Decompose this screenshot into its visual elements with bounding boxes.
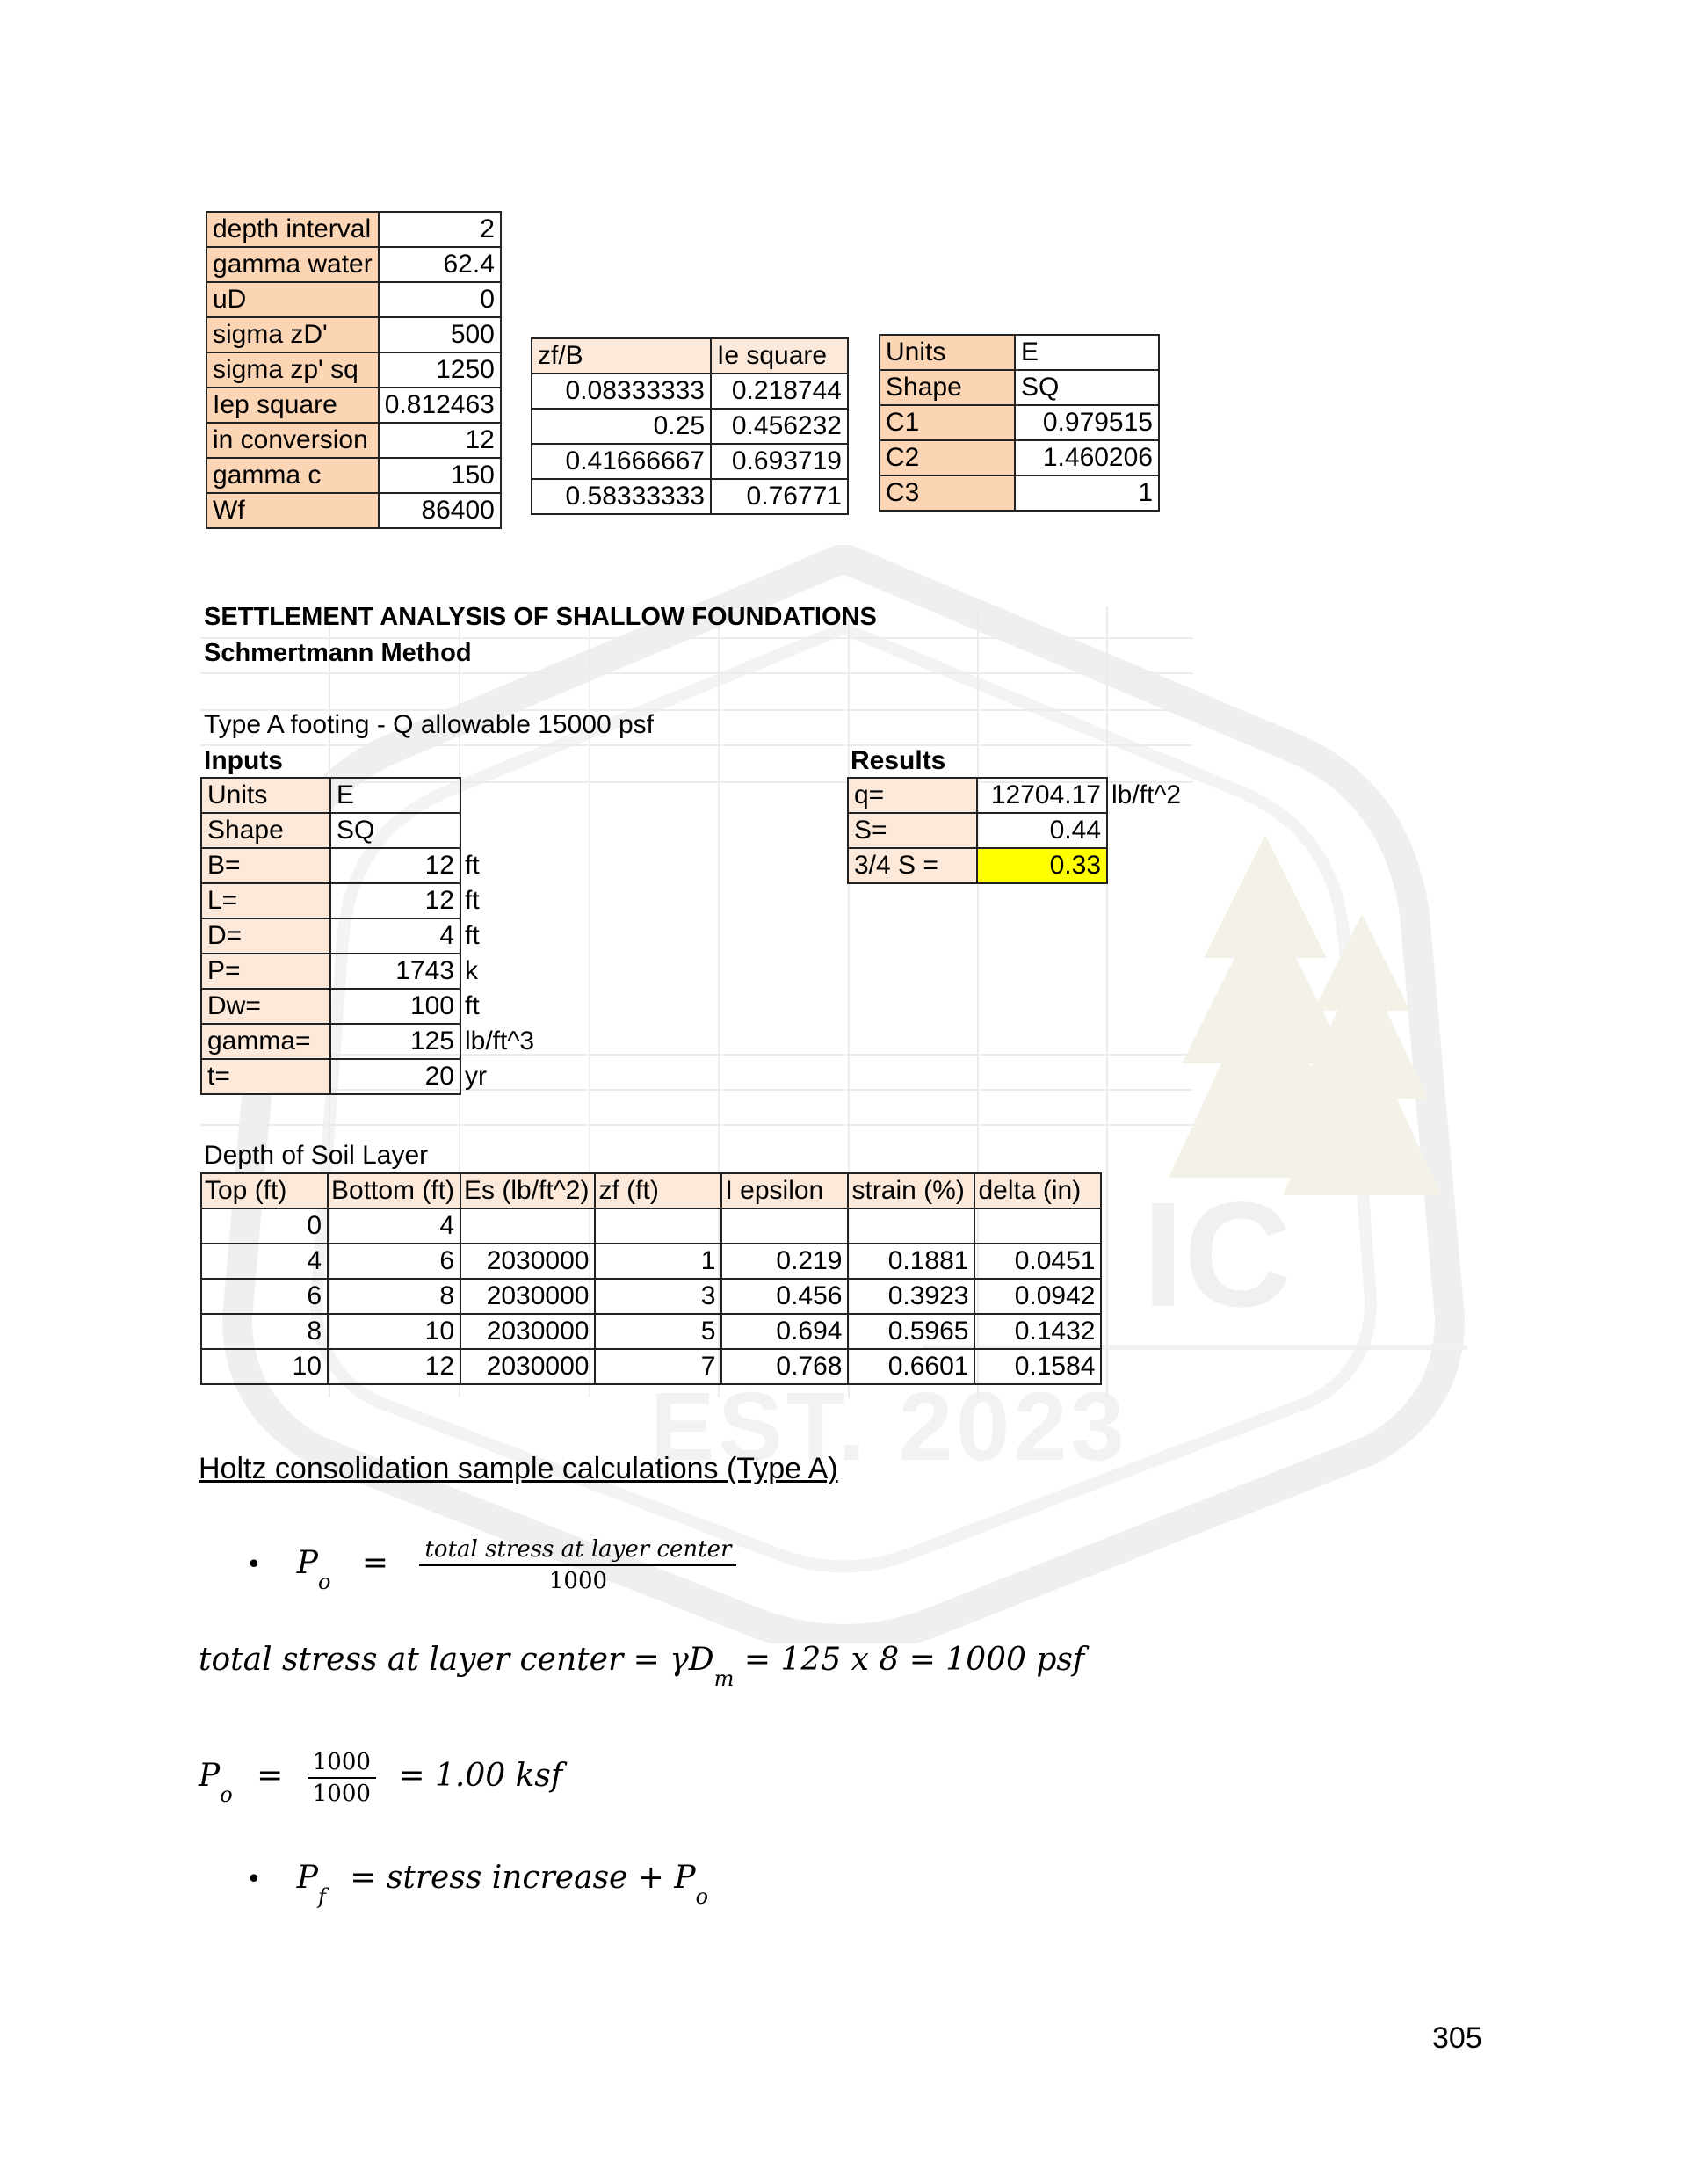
result-label: S= bbox=[848, 813, 977, 848]
eq1-lhs: P bbox=[296, 1545, 318, 1581]
units-label: C1 bbox=[880, 405, 1015, 440]
table-row bbox=[206, 212, 501, 247]
table-row bbox=[206, 423, 501, 458]
param-value: 86400 bbox=[379, 493, 501, 528]
table-cell: 8 bbox=[201, 1314, 328, 1349]
eq3-equals: = bbox=[257, 1758, 284, 1794]
input-unit: ft bbox=[465, 991, 480, 1020]
input-label: Units bbox=[201, 778, 330, 813]
table-cell: 3 bbox=[595, 1279, 721, 1314]
param-label: sigma zp' sq bbox=[206, 352, 379, 388]
table-cell bbox=[974, 1208, 1101, 1244]
eq4-rhs-sub: o bbox=[695, 1884, 709, 1909]
table-row bbox=[880, 475, 1159, 511]
eq1-equals: = bbox=[361, 1545, 389, 1581]
units-label: Shape bbox=[880, 370, 1015, 405]
table-cell bbox=[848, 1208, 974, 1244]
result-value: 0.44 bbox=[977, 813, 1107, 848]
param-label: gamma water bbox=[206, 247, 379, 282]
param-label: in conversion bbox=[206, 423, 379, 458]
units-value: 1.460206 bbox=[1015, 440, 1159, 475]
input-unit bbox=[460, 813, 540, 848]
table-row bbox=[201, 918, 540, 954]
eq3-lhs: P bbox=[199, 1758, 221, 1794]
result-unit: lb/ft^2 bbox=[1111, 780, 1182, 809]
equation-po-definition bbox=[246, 1536, 736, 1594]
input-label: D= bbox=[201, 918, 330, 954]
equation-total-stress bbox=[199, 1642, 1085, 1691]
parameters-table bbox=[206, 211, 502, 529]
page-number: 305 bbox=[1432, 2021, 1482, 2055]
table-cell: 0.456 bbox=[721, 1279, 848, 1314]
table-cell bbox=[721, 1208, 848, 1244]
input-label: Shape bbox=[201, 813, 330, 848]
table-cell: 7 bbox=[595, 1349, 721, 1384]
table-cell: 2030000 bbox=[460, 1244, 595, 1279]
table-cell: 0 bbox=[201, 1208, 328, 1244]
table-row bbox=[848, 813, 1187, 848]
input-label: B= bbox=[201, 848, 330, 883]
table-row bbox=[532, 479, 848, 514]
table-row bbox=[206, 247, 501, 282]
table-row bbox=[201, 778, 540, 813]
table-row bbox=[201, 1314, 1101, 1349]
eq3-result: = 1.00 ksf bbox=[398, 1758, 563, 1794]
input-label: L= bbox=[201, 883, 330, 918]
param-value: 62.4 bbox=[379, 247, 501, 282]
result-value: 0.33 bbox=[977, 848, 1107, 883]
watermark-est: EST. 2023 bbox=[650, 1373, 1128, 1481]
param-value: 1250 bbox=[379, 352, 501, 388]
eq3-numerator: 1000 bbox=[308, 1749, 376, 1779]
column-header: strain (%) bbox=[848, 1173, 974, 1208]
table-cell: 10 bbox=[201, 1349, 328, 1384]
bullet-icon: • bbox=[246, 1864, 262, 1895]
equation-pf-definition bbox=[246, 1860, 709, 1909]
table-row bbox=[201, 813, 540, 848]
sheet-subtitle: Schmertmann Method bbox=[204, 639, 472, 667]
table-cell: 2030000 bbox=[460, 1349, 595, 1384]
input-value: SQ bbox=[330, 813, 460, 848]
units-label: C2 bbox=[880, 440, 1015, 475]
table-row bbox=[201, 954, 540, 989]
param-label: Wf bbox=[206, 493, 379, 528]
input-value: 4 bbox=[330, 918, 460, 954]
table-row bbox=[880, 440, 1159, 475]
param-value: 2 bbox=[379, 212, 501, 247]
section-heading: Holtz consolidation sample calculations (Type A) bbox=[199, 1452, 838, 1485]
units-value: E bbox=[1015, 335, 1159, 370]
table-cell: 6 bbox=[328, 1244, 460, 1279]
zfb-value: 0.25 bbox=[532, 409, 711, 444]
column-header: Bottom (ft) bbox=[328, 1173, 460, 1208]
table-row bbox=[206, 352, 501, 388]
param-value: 500 bbox=[379, 317, 501, 352]
param-label: gamma c bbox=[206, 458, 379, 493]
input-value: 12 bbox=[330, 848, 460, 883]
equation-po-value bbox=[199, 1749, 562, 1807]
results-table bbox=[847, 777, 1188, 884]
table-row bbox=[206, 317, 501, 352]
eq2-sub: m bbox=[713, 1666, 735, 1691]
eq4-lhs: P bbox=[296, 1860, 318, 1896]
soil-heading: Depth of Soil Layer bbox=[204, 1141, 429, 1170]
input-unit: ft bbox=[465, 851, 480, 880]
table-cell: 2030000 bbox=[460, 1314, 595, 1349]
result-unit bbox=[1107, 848, 1187, 883]
zfb-value: 0.41666667 bbox=[532, 444, 711, 479]
table-row bbox=[880, 370, 1159, 405]
param-label: Iep square bbox=[206, 388, 379, 423]
table-row bbox=[206, 282, 501, 317]
eq3-fraction bbox=[308, 1749, 376, 1807]
column-header: Es (lb/ft^2) bbox=[460, 1173, 595, 1208]
table-cell: 2030000 bbox=[460, 1279, 595, 1314]
column-header: delta (in) bbox=[974, 1173, 1101, 1208]
input-value: 20 bbox=[330, 1059, 460, 1094]
table-cell: 0.1584 bbox=[974, 1349, 1101, 1384]
table-row bbox=[880, 335, 1159, 370]
table-cell: 0.694 bbox=[721, 1314, 848, 1349]
inputs-table bbox=[200, 777, 541, 1095]
input-value: 100 bbox=[330, 989, 460, 1024]
table-cell bbox=[460, 1208, 595, 1244]
bullet-icon: • bbox=[246, 1549, 262, 1580]
result-label: 3/4 S = bbox=[848, 848, 977, 883]
watermark-ic: IC bbox=[1142, 1172, 1292, 1339]
eq2-part2: = 125 x 8 bbox=[743, 1642, 900, 1678]
result-label: q= bbox=[848, 778, 977, 813]
param-value: 0 bbox=[379, 282, 501, 317]
units-c-table bbox=[879, 334, 1160, 512]
zfb-value: 0.08333333 bbox=[532, 374, 711, 409]
table-cell: 4 bbox=[328, 1208, 460, 1244]
input-value: E bbox=[330, 778, 460, 813]
table-cell: 0.768 bbox=[721, 1349, 848, 1384]
units-label: C3 bbox=[880, 475, 1015, 511]
eq2-part1: = γD bbox=[633, 1642, 714, 1678]
input-label: t= bbox=[201, 1059, 330, 1094]
eq1-fraction bbox=[419, 1536, 736, 1594]
table-row bbox=[201, 1349, 1101, 1384]
input-label: gamma= bbox=[201, 1024, 330, 1059]
sheet-title: SETTLEMENT ANALYSIS OF SHALLOW FOUNDATIONS bbox=[204, 603, 877, 631]
table-cell: 4 bbox=[201, 1244, 328, 1279]
eq1-sub: o bbox=[317, 1570, 331, 1594]
table-row bbox=[201, 1244, 1101, 1279]
table-row bbox=[206, 493, 501, 528]
input-unit: lb/ft^3 bbox=[465, 1027, 535, 1056]
table-cell: 1 bbox=[595, 1244, 721, 1279]
input-label: Dw= bbox=[201, 989, 330, 1024]
table-cell: 0.1432 bbox=[974, 1314, 1101, 1349]
table-cell: 0.3923 bbox=[848, 1279, 974, 1314]
eq1-numerator: total stress at layer center bbox=[419, 1536, 736, 1566]
result-value: 12704.17 bbox=[977, 778, 1107, 813]
table-row bbox=[532, 374, 848, 409]
zfb-header-ie: Ie square bbox=[711, 338, 848, 374]
table-cell: 6 bbox=[201, 1279, 328, 1314]
table-row bbox=[201, 1208, 1101, 1244]
eq3-denominator: 1000 bbox=[312, 1781, 371, 1807]
param-label: uD bbox=[206, 282, 379, 317]
table-cell: 5 bbox=[595, 1314, 721, 1349]
table-row bbox=[206, 458, 501, 493]
table-cell: 0.6601 bbox=[848, 1349, 974, 1384]
table-row bbox=[201, 848, 540, 883]
table-cell: 10 bbox=[328, 1314, 460, 1349]
units-value: 0.979515 bbox=[1015, 405, 1159, 440]
input-label: P= bbox=[201, 954, 330, 989]
eq2-part3: = 1000 psf bbox=[909, 1642, 1085, 1678]
param-label: depth interval bbox=[206, 212, 379, 247]
table-row bbox=[848, 848, 1187, 883]
eq4-sub: f bbox=[317, 1884, 326, 1909]
table-cell: 12 bbox=[328, 1349, 460, 1384]
eq1-denominator: 1000 bbox=[548, 1568, 608, 1594]
ie-value: 0.218744 bbox=[711, 374, 848, 409]
param-value: 150 bbox=[379, 458, 501, 493]
table-cell: 8 bbox=[328, 1279, 460, 1314]
table-cell bbox=[595, 1208, 721, 1244]
param-value: 0.812463 bbox=[379, 388, 501, 423]
zfb-table bbox=[531, 337, 849, 515]
zfb-value: 0.58333333 bbox=[532, 479, 711, 514]
eq4-rhs: = stress increase + P bbox=[350, 1860, 696, 1896]
eq3-sub: o bbox=[220, 1782, 233, 1807]
input-value: 125 bbox=[330, 1024, 460, 1059]
inputs-heading: Inputs bbox=[204, 746, 283, 775]
table-cell: 0.0942 bbox=[974, 1279, 1101, 1314]
table-row bbox=[201, 1279, 1101, 1314]
table-row bbox=[532, 444, 848, 479]
column-header: zf (ft) bbox=[595, 1173, 721, 1208]
table-cell: 0.5965 bbox=[848, 1314, 974, 1349]
input-value: 12 bbox=[330, 883, 460, 918]
table-row bbox=[201, 1059, 540, 1094]
table-row bbox=[848, 778, 1187, 813]
table-cell: 0.0451 bbox=[974, 1244, 1101, 1279]
input-unit: ft bbox=[465, 886, 480, 915]
footing-label: Type A footing - Q allowable 15000 psf bbox=[204, 710, 655, 739]
param-label: sigma zD' bbox=[206, 317, 379, 352]
table-row bbox=[880, 405, 1159, 440]
soil-layer-table bbox=[200, 1172, 1102, 1385]
table-row bbox=[201, 883, 540, 918]
input-unit: ft bbox=[465, 921, 480, 950]
units-value: 1 bbox=[1015, 475, 1159, 511]
units-value: SQ bbox=[1015, 370, 1159, 405]
table-cell: 0.219 bbox=[721, 1244, 848, 1279]
ie-value: 0.76771 bbox=[711, 479, 848, 514]
units-label: Units bbox=[880, 335, 1015, 370]
table-row bbox=[201, 1024, 540, 1059]
results-heading: Results bbox=[851, 746, 946, 775]
zfb-header-zfb: zf/B bbox=[532, 338, 711, 374]
table-cell: 0.1881 bbox=[848, 1244, 974, 1279]
table-row bbox=[206, 388, 501, 423]
column-header: Top (ft) bbox=[201, 1173, 328, 1208]
table-row bbox=[532, 409, 848, 444]
eq2-lhs: total stress at layer center bbox=[199, 1642, 624, 1678]
column-header: I epsilon bbox=[721, 1173, 848, 1208]
input-unit: yr bbox=[465, 1062, 487, 1091]
ie-value: 0.456232 bbox=[711, 409, 848, 444]
input-value: 1743 bbox=[330, 954, 460, 989]
result-unit bbox=[1107, 813, 1187, 848]
input-unit: k bbox=[465, 956, 478, 985]
ie-value: 0.693719 bbox=[711, 444, 848, 479]
table-header-row bbox=[201, 1173, 1101, 1208]
table-row bbox=[201, 989, 540, 1024]
param-value: 12 bbox=[379, 423, 501, 458]
input-unit bbox=[460, 778, 540, 813]
